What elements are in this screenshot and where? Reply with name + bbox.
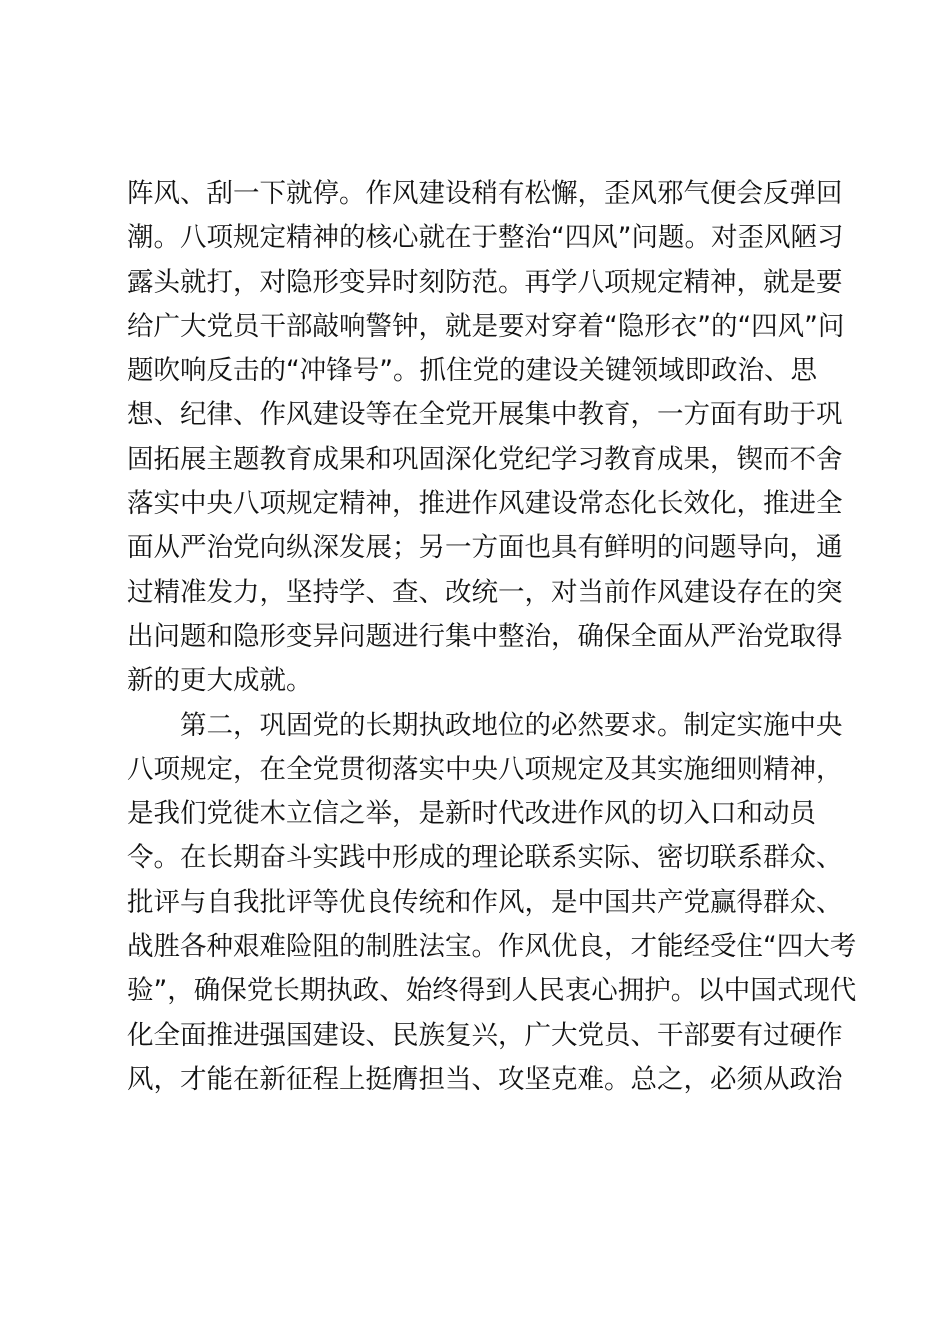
text-line: 出问题和隐形变异问题进行集中整治，确保全面从严治党取得 [127,620,843,652]
text-line: 落实中央八项规定精神，推进作风建设常态化长效化，推进全 [127,488,843,520]
paragraph-start-line: 第二，巩固党的长期执政地位的必然要求。制定实施中央 [180,709,843,741]
text-line: 潮。八项规定精神的核心就在于整治“四风”问题。对歪风陋习 [127,222,844,254]
text-line: 风，才能在新征程上挺膺担当、攻坚克难。总之，必须从政治 [127,1063,843,1095]
text-line: 是我们党徙木立信之举，是新时代改进作风的切入口和动员 [127,798,816,830]
text-line: 想、纪律、作风建设等在全党开展集中教育，一方面有助于巩 [127,399,843,431]
text-line: 题吹响反击的“冲锋号”。抓住党的建设关键领域即政治、思 [127,355,817,387]
text-line: 固拓展主题教育成果和巩固深化党纪学习教育成果，锲而不舍 [127,443,843,475]
text-line: 阵风、刮一下就停。作风建设稍有松懈，歪风邪气便会反弹回 [127,178,843,209]
text-line: 批评与自我批评等优良传统和作风，是中国共产党赢得群众、 [127,886,843,918]
text-line: 给广大党员干部敲响警钟，就是要对穿着“隐形衣”的“四风”问 [127,310,845,342]
text-line: 露头就打，对隐形变异时刻防范。再学八项规定精神，就是要 [127,266,843,298]
text-line: 新的更大成就。 [127,665,313,697]
text-line: 过精准发力，坚持学、查、改统一，对当前作风建设存在的突 [127,576,843,608]
text-line: 验”，确保党长期执政、始终得到人民衷心拥护。以中国式现代 [127,975,857,1007]
text-line: 八项规定，在全党贯彻落实中央八项规定及其实施细则精神， [127,753,843,785]
text-line: 令。在长期奋斗实践中形成的理论联系实际、密切联系群众、 [127,842,843,874]
text-line: 战胜各种艰难险阻的制胜法宝。作风优良，才能经受住“四大考 [127,931,857,963]
text-line: 面从严治党向纵深发展；另一方面也具有鲜明的问题导向，通 [127,532,843,564]
text-line: 化全面推进强国建设、民族复兴，广大党员、干部要有过硬作 [127,1019,843,1051]
body-text [127,172,857,1102]
